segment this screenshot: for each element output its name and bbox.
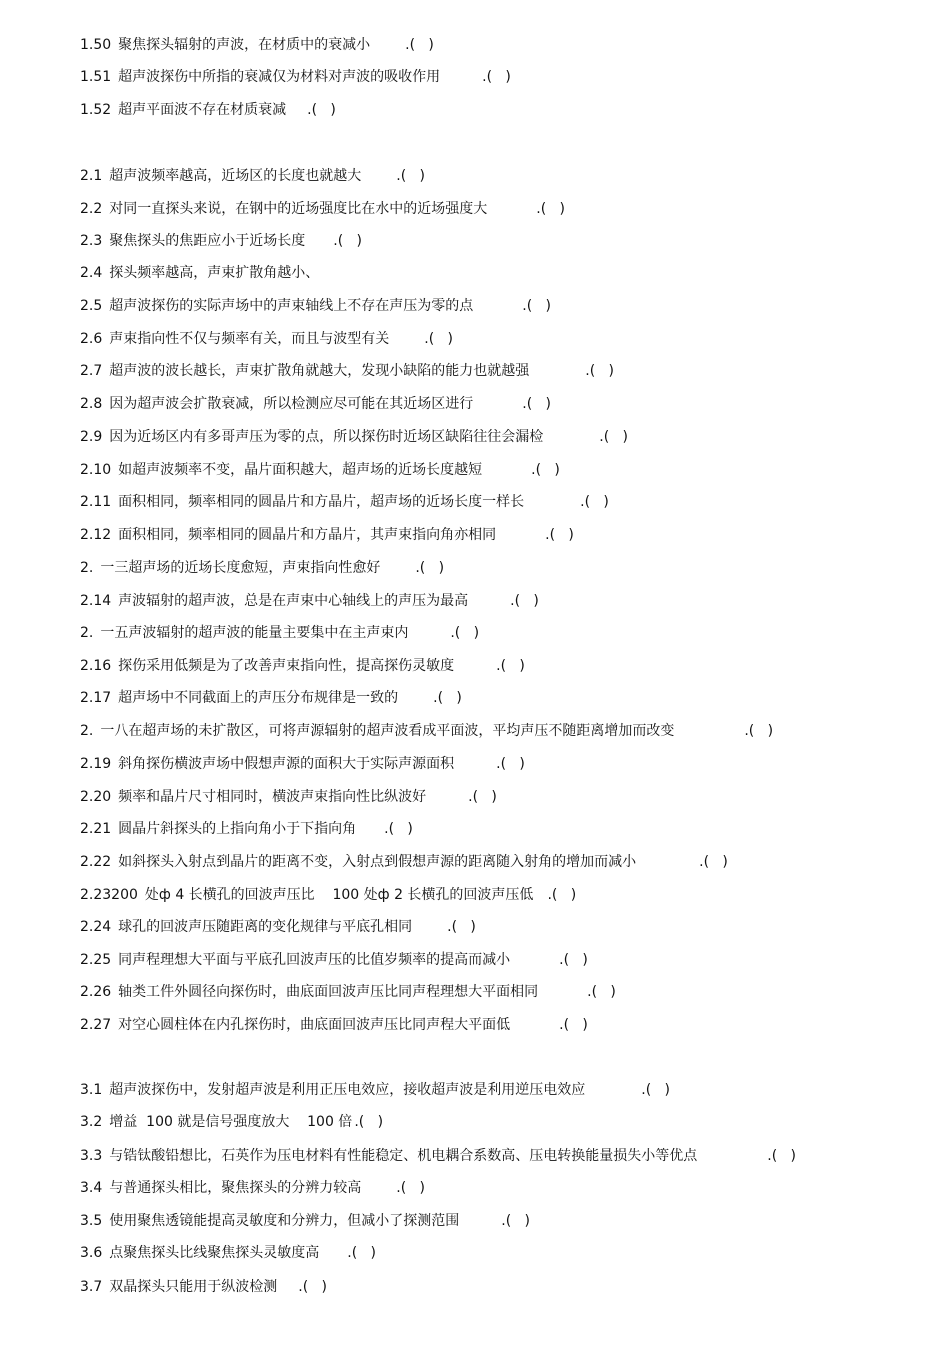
question-number: 2.25 [80, 952, 112, 968]
answer-blank: .( ) [699, 854, 728, 870]
question-number: 2.19 [80, 756, 112, 772]
question-line [80, 754, 525, 774]
question-text: 因为超声波会扩散衰减，所以检测应尽可能在其近场区进行 [109, 396, 474, 412]
question-number: 2.4 [80, 265, 103, 281]
question-text: 超声场中不同截面上的声压分布规律是一致的 [118, 690, 399, 706]
question-line [80, 1243, 376, 1263]
answer-blank: .( ) [424, 331, 453, 347]
question-text: 与普通探头相比，聚焦探头的分辨力较高 [109, 1180, 362, 1196]
answer-blank: .( ) [307, 102, 336, 118]
question-line [80, 199, 565, 219]
question-text: 超声波探伤中，发射超声波是利用正压电效应，接收超声波是利用逆压电效应 [109, 1082, 586, 1098]
question-line [80, 885, 576, 905]
question-text: 聚焦探头辐射的声波，在材质中的衰减小 [118, 37, 371, 53]
question-line [80, 460, 560, 480]
question-line [80, 427, 628, 447]
question-number: 2.12 [80, 527, 112, 543]
answer-blank: .( ) [744, 723, 774, 739]
question-line [80, 982, 616, 1002]
question-line [80, 1015, 588, 1035]
question-line [80, 721, 773, 741]
question-text: 探伤采用低频是为了改善声束指向性，提高探伤灵敏度 [118, 658, 455, 674]
question-number: 2.8 [80, 396, 103, 412]
question-line [80, 296, 551, 316]
question-line [80, 591, 539, 611]
question-number: 3.1 [80, 1082, 103, 1098]
answer-blank: .( ) [396, 1180, 425, 1196]
answer-blank: .( ) [522, 298, 551, 314]
question-line [80, 1178, 425, 1198]
answer-blank: .( ) [545, 527, 574, 543]
question-number: 2.27 [80, 1017, 112, 1033]
question-number: 2.21 [80, 821, 112, 837]
answer-blank: .( ) [496, 756, 525, 772]
question-text: 如斜探头入射点到晶片的距离不变，入射点到假想声源的距离随入射角的增加而减小 [118, 854, 637, 870]
question-line [80, 819, 413, 839]
question-line [80, 950, 588, 970]
answer-blank: .( ) [298, 1279, 327, 1295]
question-number: 3.5 [80, 1213, 103, 1229]
question-number: 2.6 [80, 331, 103, 347]
question-line [80, 263, 321, 283]
question-line [80, 656, 525, 676]
answer-blank: .( ) [354, 1114, 384, 1130]
answer-blank: .( ) [433, 690, 462, 706]
answer-blank: .( ) [559, 952, 588, 968]
question-text: 使用聚焦透镜能提高灵敏度和分辨力，但减小了探测范围 [109, 1213, 460, 1229]
question-line [80, 166, 425, 186]
answer-blank: .( ) [468, 789, 497, 805]
question-line [80, 852, 728, 872]
question-line [80, 361, 614, 381]
question-text: 如超声波频率不变，晶片面积越大，超声场的近场长度越短 [118, 462, 483, 478]
question-line [80, 492, 609, 512]
answer-blank: .( ) [585, 363, 614, 379]
question-text: 同声程理想大平面与平底孔回波声压的比值岁频率的提高而减小 [118, 952, 511, 968]
question-text: 超声波频率越高，近场区的长度也就越大 [109, 168, 362, 184]
question-number: 3.4 [80, 1180, 103, 1196]
question-text: 一五声波辐射的超声波的能量主要集中在主声束内 [100, 625, 409, 641]
question-line [80, 329, 453, 349]
question-text: 因为近场区内有多哥声压为零的点，所以探伤时近场区缺陷往往会漏检 [109, 429, 544, 445]
question-line [80, 35, 434, 55]
answer-blank: .( ) [496, 658, 525, 674]
question-text: 圆晶片斜探头的上指向角小于下指向角 [118, 821, 357, 837]
question-line [80, 100, 336, 120]
answer-blank: .( ) [396, 168, 425, 184]
answer-blank: .( ) [415, 560, 445, 576]
answer-blank: .( ) [333, 233, 362, 249]
question-text: 增益 100 就是信号强度放大 100 倍 [109, 1114, 353, 1130]
question-number: 3.3 [80, 1148, 103, 1164]
question-number: 2.3 [80, 233, 103, 249]
question-number: 3.6 [80, 1245, 103, 1261]
question-line [80, 917, 476, 937]
question-text: 斜角探伤横波声场中假想声源的面积大于实际声源面积 [118, 756, 455, 772]
answer-blank: .( ) [531, 462, 560, 478]
question-text: 面积相同，频率相同的圆晶片和方晶片，超声场的近场长度一样长 [118, 494, 525, 510]
question-number: 1.50 [80, 37, 112, 53]
question-line [80, 688, 462, 708]
question-number: 2.5 [80, 298, 103, 314]
question-text: 与锆钛酸铅想比，石英作为压电材料有性能稳定、机电耦合系数高、压电转换能量损失小等优点 [109, 1148, 698, 1164]
question-line [80, 1211, 530, 1231]
question-line [80, 787, 497, 807]
question-number: 2.17 [80, 690, 112, 706]
answer-blank: .( ) [536, 201, 565, 217]
question-number: 2.23200 [80, 887, 138, 903]
question-line [80, 1080, 670, 1100]
question-text: 频率和晶片尺寸相同时，横波声束指向性比纵波好 [118, 789, 427, 805]
question-text: 一八在超声场的未扩散区，可将声源辐射的超声波看成平面波，平均声压不随距离增加而改变 [100, 723, 675, 739]
question-number: 2.10 [80, 462, 112, 478]
question-text: 点聚焦探头比线聚焦探头灵敏度高 [109, 1245, 320, 1261]
answer-blank: .( ) [501, 1213, 530, 1229]
question-text: 超声波的波长越长，声束扩散角就越大，发现小缺陷的能力也就越强 [109, 363, 530, 379]
question-number: 2.1 [80, 168, 103, 184]
question-number: 2.14 [80, 593, 112, 609]
question-text: 处ф 4 长横孔的回波声压比 100 处ф 2 长横孔的回波声压低 [144, 887, 534, 903]
answer-blank: .( ) [347, 1245, 376, 1261]
question-line [80, 231, 362, 251]
question-text: 声束指向性不仅与频率有关，而且与波型有关 [109, 331, 390, 347]
answer-blank: .( ) [510, 593, 539, 609]
question-text: 一三超声场的近场长度愈短，声束指向性愈好 [100, 560, 381, 576]
question-number: 2.7 [80, 363, 103, 379]
answer-blank: .( ) [587, 984, 616, 1000]
question-line [80, 1277, 327, 1297]
question-text: 探头频率越高，声束扩散角越小、 [109, 265, 320, 281]
question-line [80, 623, 479, 643]
answer-blank: .( ) [599, 429, 628, 445]
question-text: 聚焦探头的焦距应小于近场长度 [109, 233, 306, 249]
question-line [80, 1146, 796, 1166]
question-number: 2.9 [80, 429, 103, 445]
question-number: 2.20 [80, 789, 112, 805]
answer-blank: .( ) [450, 625, 480, 641]
answer-blank: .( ) [767, 1148, 796, 1164]
answer-blank: .( ) [580, 494, 609, 510]
question-number: 2. [80, 723, 94, 739]
question-line [80, 525, 574, 545]
question-number: 2.2 [80, 201, 103, 217]
question-number: 2.26 [80, 984, 112, 1000]
question-text: 超声波探伤的实际声场中的声束轴线上不存在声压为零的点 [109, 298, 474, 314]
answer-blank: .( ) [405, 37, 434, 53]
question-text: 球孔的回波声压随距离的变化规律与平底孔相同 [118, 919, 413, 935]
question-number: 2.11 [80, 494, 112, 510]
answer-blank: .( ) [641, 1082, 670, 1098]
question-number: 2.22 [80, 854, 112, 870]
answer-blank: .( ) [482, 69, 511, 85]
answer-blank: .( ) [522, 396, 551, 412]
question-text: 超声波探伤中所指的衰减仅为材料对声波的吸收作用 [118, 69, 441, 85]
answer-blank: .( ) [559, 1017, 588, 1033]
question-text: 超声平面波不存在材质衰减 [118, 102, 287, 118]
question-text: 对空心圆柱体在内孔探伤时，曲底面回波声压比同声程大平面低 [118, 1017, 511, 1033]
question-line [80, 558, 444, 578]
question-number: 3.7 [80, 1279, 103, 1295]
question-text: 对同一直探头来说，在钢中的近场强度比在水中的近场强度大 [109, 201, 488, 217]
question-number: 2. [80, 560, 94, 576]
question-text: 双晶探头只能用于纵波检测 [109, 1279, 278, 1295]
answer-blank: .( ) [547, 887, 577, 903]
question-line [80, 1112, 383, 1132]
question-number: 2.16 [80, 658, 112, 674]
question-number: 1.52 [80, 102, 112, 118]
question-number: 3.2 [80, 1114, 103, 1130]
answer-blank: .( ) [384, 821, 413, 837]
answer-blank: .( ) [447, 919, 476, 935]
question-text: 声波辐射的超声波，总是在声束中心轴线上的声压为最高 [118, 593, 469, 609]
question-number: 1.51 [80, 69, 112, 85]
question-text: 面积相同，频率相同的圆晶片和方晶片，其声束指向角亦相同 [118, 527, 497, 543]
question-line [80, 394, 551, 414]
question-text: 轴类工件外圆径向探伤时，曲底面回波声压比同声程理想大平面相同 [118, 984, 539, 1000]
question-number: 2.24 [80, 919, 112, 935]
question-line [80, 67, 511, 87]
question-number: 2. [80, 625, 94, 641]
